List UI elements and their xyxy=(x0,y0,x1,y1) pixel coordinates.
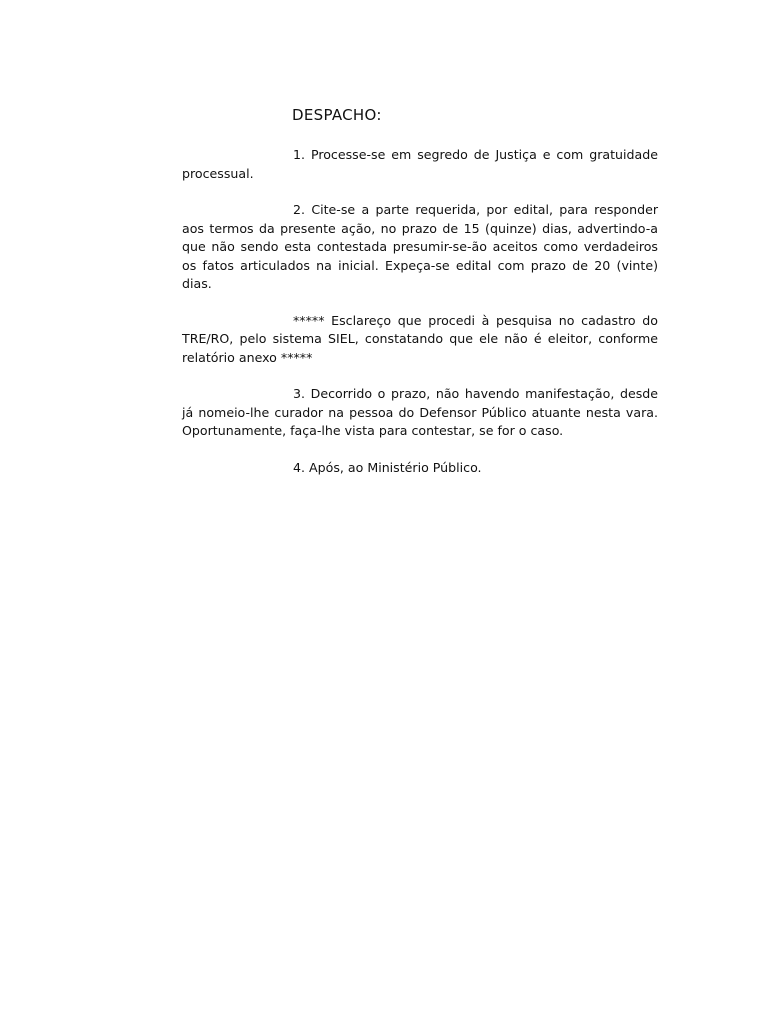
paragraph-4: 4. Após, ao Ministério Público. xyxy=(293,459,482,475)
document-title: DESPACHO: xyxy=(292,106,382,124)
paragraph-3: 3. Decorrido o prazo, não havendo manifestação, desde já nomeio-lhe curador na pessoa do Defensor Público atuante nesta vara. Oportunamente, faça-lhe vista para contestar, se for o caso. xyxy=(182,386,658,438)
paragraph-1: 1. Processe-se em segredo de Justiça e com gratuidade processual. xyxy=(182,147,658,181)
document-body xyxy=(182,146,658,495)
paragraph-2: 2. Cite-se a parte requerida, por edital, para responder aos termos da presente ação, no prazo de 15 (quinze) dias, advertindo-a que não sendo esta contestada presumir-se-ão aceitos como verdadeiros os fatos articulados na inicial. Expeça-se edital com prazo de 20 (vinte) dias. xyxy=(182,202,658,291)
paragraph-note: ***** Esclareço que procedi à pesquisa no cadastro do TRE/RO, pelo sistema SIEL, constatando que ele não é eleitor, conforme relatório anexo ***** xyxy=(182,312,658,365)
